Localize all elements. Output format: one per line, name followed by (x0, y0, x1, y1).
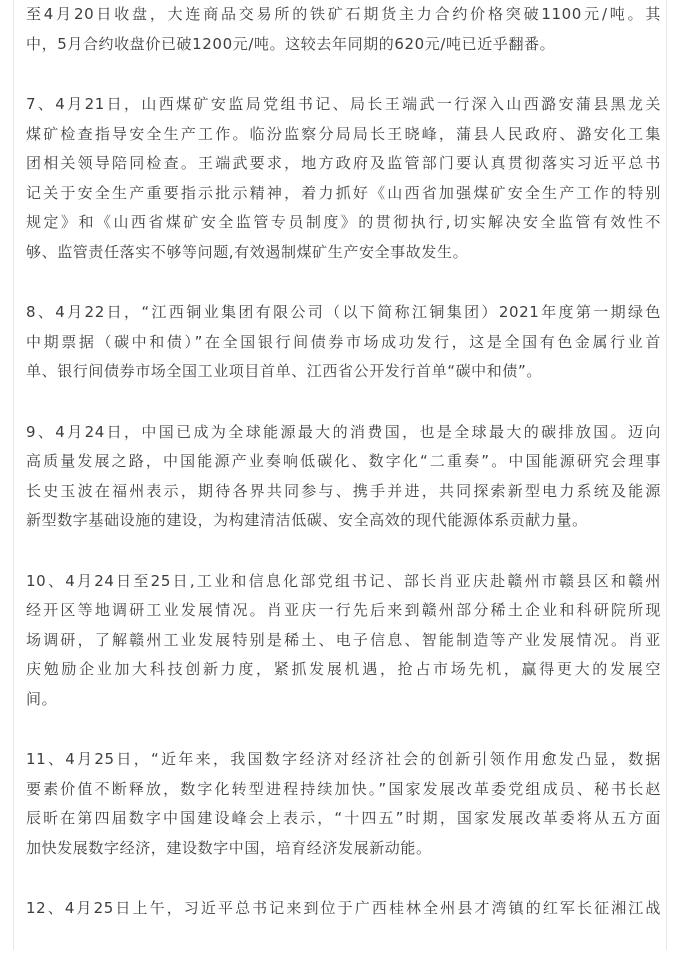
paragraph-line: 至4月20日收盘，大连商品交易所的铁矿石期货主力合约价格突破1100元/吨。其 (26, 5, 661, 23)
paragraph-line: 煤矿检查指导安全生产工作。临汾监察分局局长王晓峰，蒲县人民政府、潞安化工集 (26, 124, 661, 143)
paragraph-line: 间。 (26, 689, 58, 708)
paragraph-line: 7、4月21日，山西煤矿安监局党组书记、局长王端武一行深入山西潞安蒲县黑龙关 (26, 95, 661, 113)
paragraph-line: 12、4月25日上午，习近平总书记来到位于广西桂林全州县才湾镇的红军长征湘江战 (26, 899, 661, 917)
paragraph-line: 9、4月24日，中国已成为全球能源最大的消费国，也是全球最大的碳排放国。迈向 (26, 422, 661, 441)
paragraph-line: 长史玉波在福州表示，期待各界共同参与、携手并进，共同探索新型电力系统及能源 (26, 481, 661, 500)
paragraph-line: 加快发展数字经济，建设数字中国，培育经济发展新动能。 (26, 838, 432, 857)
article-paragraph (26, 894, 661, 924)
paragraph-line: 经开区等地调研工业发展情况。肖亚庆一行先后来到赣州部分稀土企业和科研院所现 (26, 601, 661, 619)
paragraph-line: 辰昕在第四届数字中国建设峰会上表示，“十四五”时期，国家发展改革委将从五方面 (26, 809, 661, 827)
paragraph-line: 团相关领导陪同检查。王端武要求，地方政府及监管部门要认真贯彻落实习近平总书 (26, 154, 661, 172)
article-body (26, 0, 661, 955)
article-paragraph (26, 298, 661, 387)
paragraph-line: 记关于安全生产重要指示批示精神，着力抓好《山西省加强煤矿安全生产工作的特别 (26, 183, 661, 202)
paragraph-line: 场调研，了解赣州工业发展特别是稀土、电子信息、智能制造等产业发展情况。肖亚 (26, 630, 661, 649)
paragraph-line: 中期票据（碳中和债）”在全国银行间债券市场成功发行，这是全国有色金属行业首 (26, 332, 661, 351)
article-paragraph (26, 90, 661, 267)
paragraph-line: 要素价值不断释放，数字化转型进程持续加快。”国家发展改革委党组成员、秘书长赵 (26, 779, 661, 798)
paragraph-line: 10、4月24日至25日,工业和信息化部党组书记、部长肖亚庆赴赣州市赣县区和赣州 (26, 571, 661, 590)
article-paragraph (26, 567, 661, 715)
paragraph-line: 8、4月22日，“江西铜业集团有限公司（以下简称江铜集团）2021年度第一期绿色 (26, 303, 661, 321)
article-paragraph (26, 418, 661, 536)
paragraph-line: 规定》和《山西省煤矿安全监管专员制度》的贯彻执行,切实解决安全监管有效性不 (26, 213, 661, 231)
paragraph-line: 庆勉励企业加大科技创新力度，紧抓发展机遇，抢占市场先机，赢得更大的发展空 (26, 660, 661, 678)
paragraph-line: 新型数字基础设施的建设，为构建清洁低碳、安全高效的现代能源体系贡献力量。 (26, 511, 588, 529)
paragraph-line: 够、监管责任落实不够等问题,有效遏制煤矿生产安全事故发生。 (26, 242, 469, 261)
paragraph-line: 11、4月25日，“近年来，我国数字经济对经济社会的创新引领作用愈发凸显，数据 (26, 750, 661, 768)
paragraph-line: 高质量发展之路，中国能源产业奏响低碳化、数字化“二重奏”。中国能源研究会理事 (26, 452, 661, 470)
article-paragraph (26, 0, 661, 59)
paragraph-line: 单、银行间债券市场全国工业项目首单、江西省公开发行首单“碳中和债”。 (26, 362, 542, 380)
paragraph-line: 中，5月合约收盘价已破1200元/吨。这较去年同期的620元/吨已近乎翻番。 (26, 34, 556, 53)
article-paragraph (26, 745, 661, 863)
